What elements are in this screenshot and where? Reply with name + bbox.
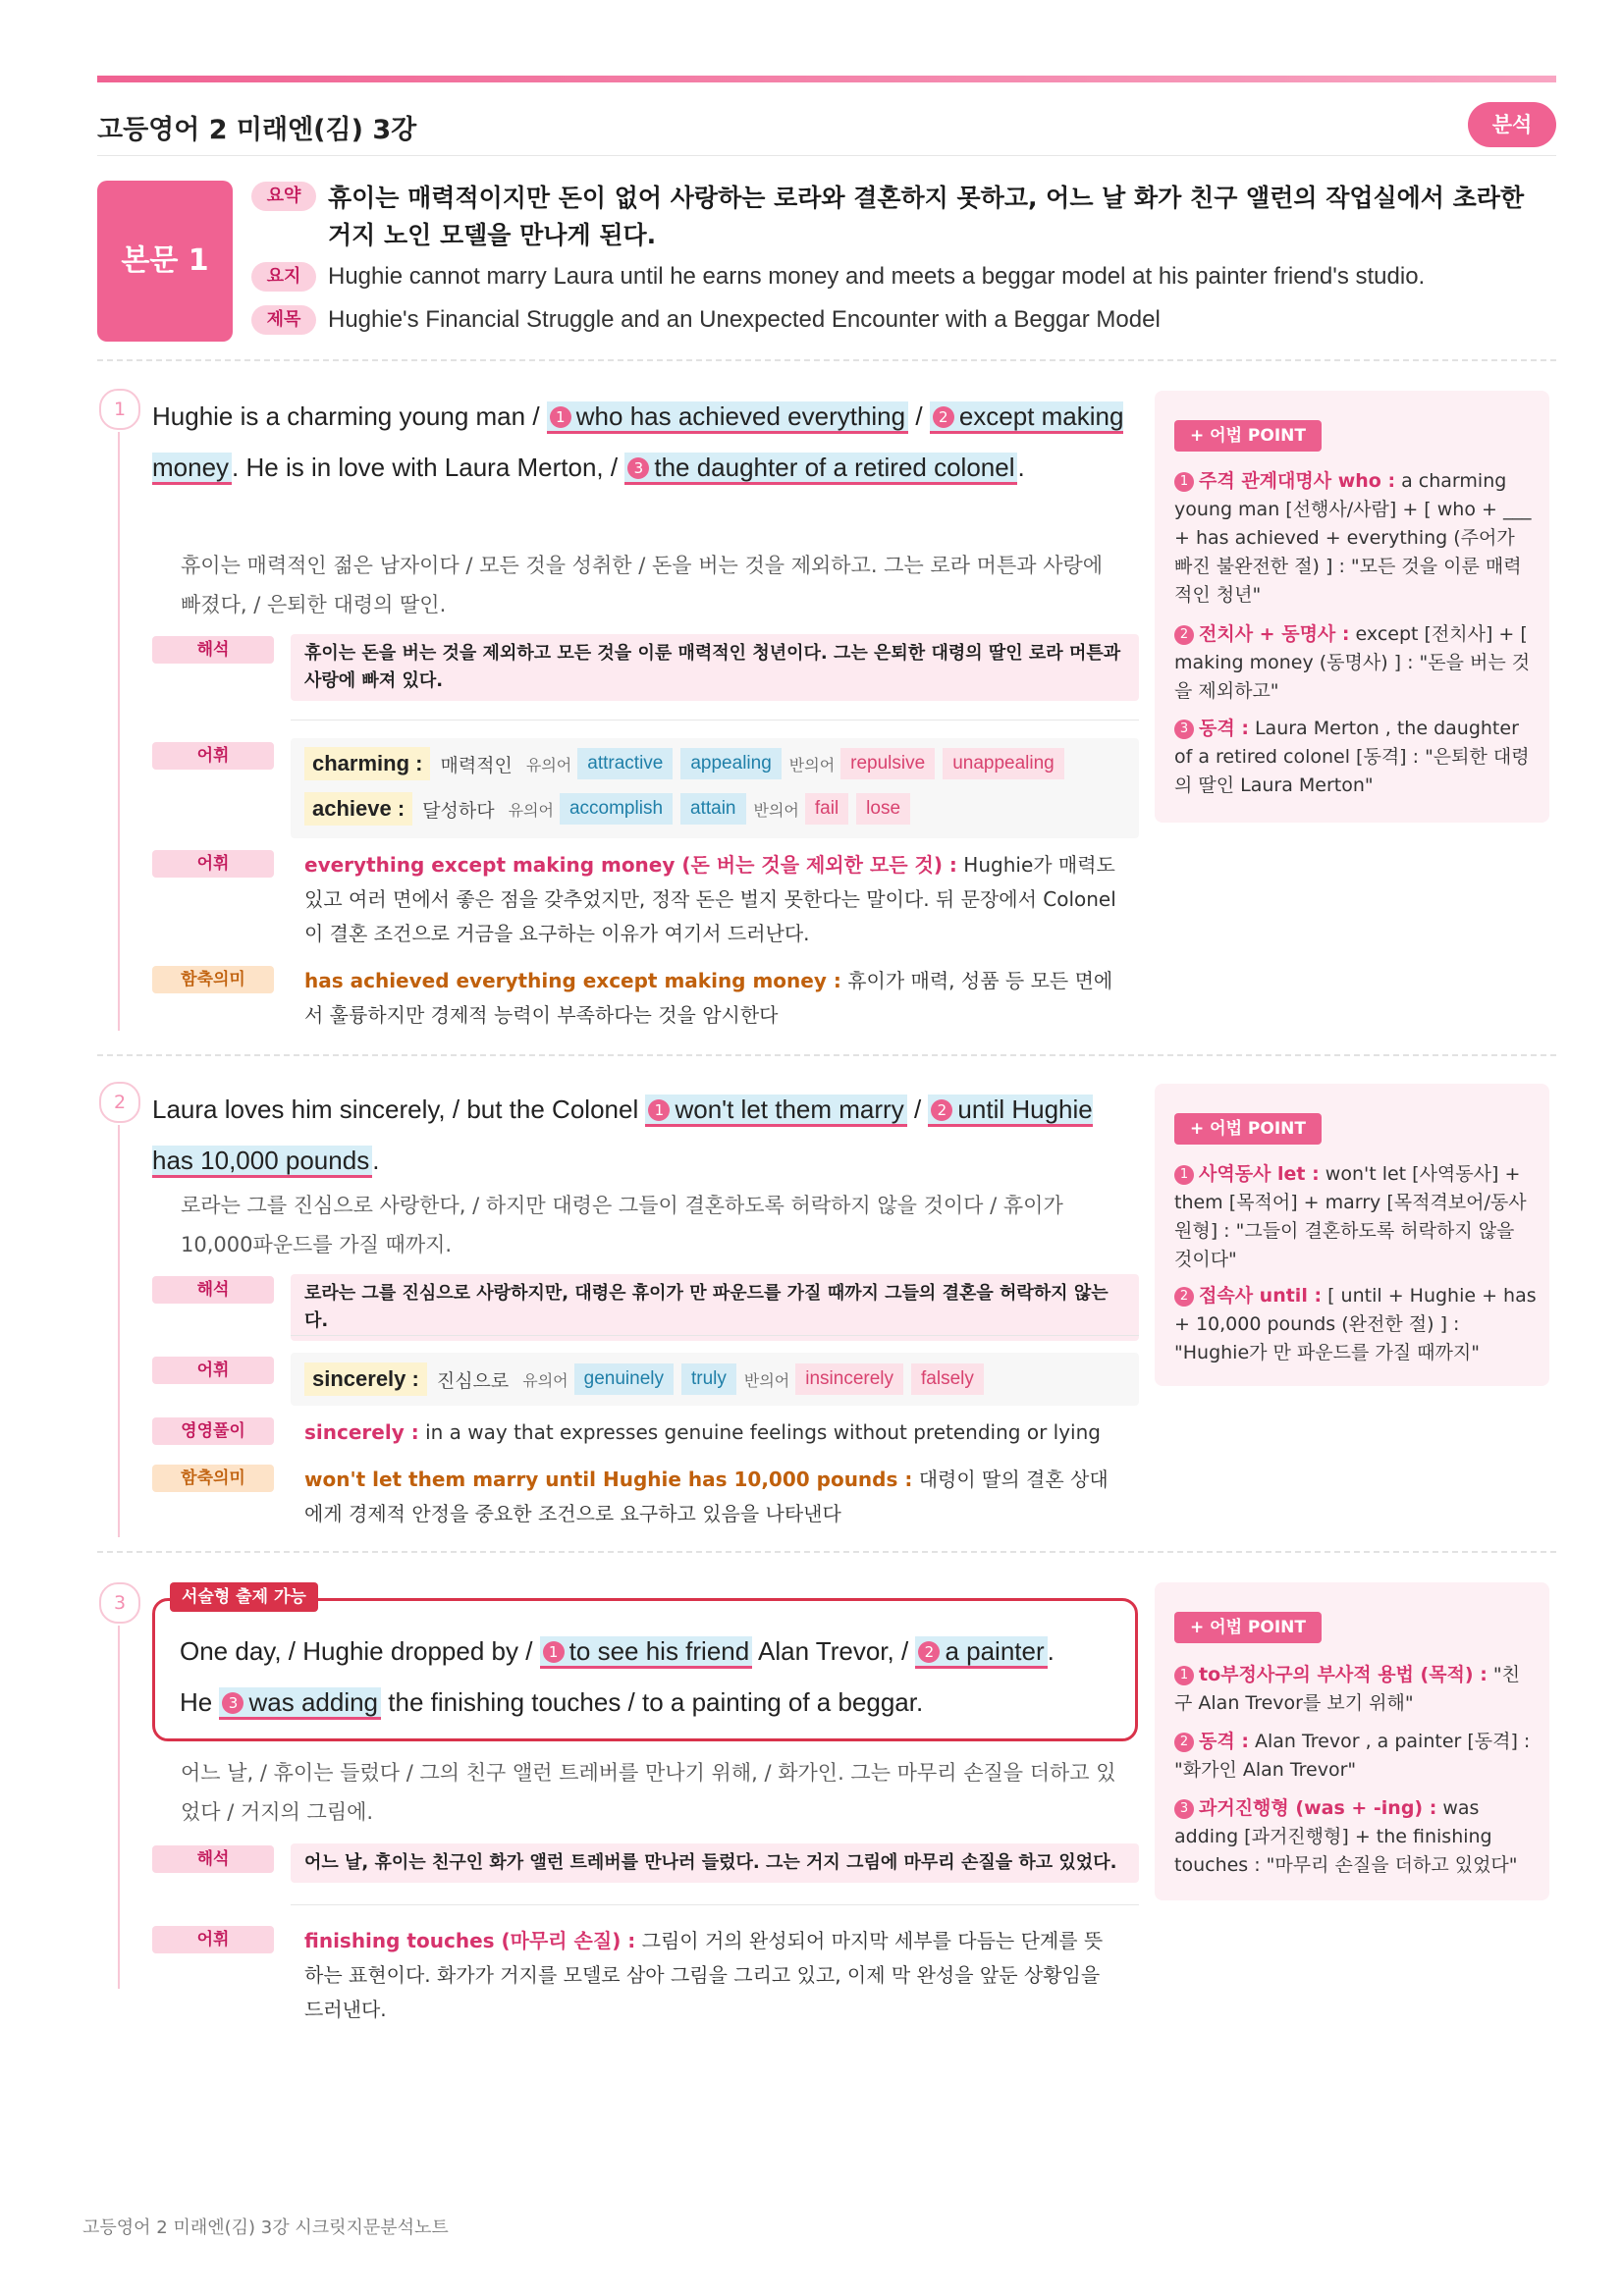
sentence-number: 2 bbox=[99, 1082, 140, 1123]
grammar-point-panel bbox=[1155, 1084, 1549, 1386]
section-line bbox=[118, 1626, 120, 1989]
sentence-1 bbox=[152, 391, 1134, 493]
grammar-body: "친구 Alan Trevor를 보기 위해" bbox=[1174, 1664, 1520, 1714]
synonym-label: 유의어 bbox=[522, 1370, 568, 1390]
divider bbox=[291, 720, 1139, 721]
sentence-text: Laura loves him sincerely, / but the Colonel bbox=[152, 1095, 639, 1124]
header-accent-bar bbox=[97, 76, 1556, 82]
grammar-head: 사역동사 let : bbox=[1199, 1163, 1320, 1185]
highlight-phrase bbox=[624, 453, 1017, 485]
sentence-text: / bbox=[915, 401, 923, 431]
marker-number: 3 bbox=[222, 1692, 243, 1714]
antonym-label: 반의어 bbox=[753, 800, 799, 820]
implied-note bbox=[304, 964, 1119, 1033]
note-key: won't let them marry until Hughie has 10,000 pounds : bbox=[304, 1468, 913, 1491]
phrase-text: was adding bbox=[248, 1687, 379, 1717]
grammar-point-panel bbox=[1155, 391, 1549, 823]
highlight-phrase bbox=[915, 1636, 1047, 1669]
vocab-meaning: 진심으로 bbox=[436, 1369, 510, 1392]
gist-text: Hughie cannot marry Laura until he earns money and meets a beggar model at his painter friend's studio. bbox=[328, 263, 1426, 290]
marker-number: 1 bbox=[550, 406, 571, 428]
note-text: in a way that expresses genuine feelings without pretending or lying bbox=[425, 1420, 1101, 1444]
section-label: 본문 1 bbox=[97, 181, 233, 342]
grammar-body: a charming young man [선행사/사람] + [ who + ___ + has achieved + everything (주어가 빠진 불완전한 절) ] : "모든 것을 이룬 매력적인 청년" bbox=[1174, 470, 1532, 606]
antonym-label: 반의어 bbox=[743, 1370, 790, 1390]
summary-tag: 요약 bbox=[251, 182, 316, 211]
note-key: finishing touches (마무리 손질) : bbox=[304, 1929, 636, 1952]
divider bbox=[291, 1904, 1139, 1905]
sentence-text: Hughie is a charming young man / bbox=[152, 401, 540, 431]
phrase-text: a painter bbox=[945, 1636, 1045, 1666]
sentence-text: . bbox=[1047, 1636, 1055, 1666]
note-text: Hughie가 매력도 있고 여러 면에서 좋은 점을 갖추었지만, 정작 돈은 벌지 못한다는 말이다. 뒤 문장에서 Colonel이 결혼 조건으로 거금을 요구하는 이유가 여기서 드러난다. bbox=[304, 853, 1116, 945]
vocab-row bbox=[304, 789, 918, 828]
grammar-point-item bbox=[1174, 715, 1538, 800]
translation: 어느 날, / 휴이는 들렀다 / 그의 친구 앨런 트레버를 만나기 위해, / 화가인. 그는 마무리 손질을 더하고 있었다 / 거지의 그림에. bbox=[181, 1761, 1116, 1824]
sentence-2 bbox=[152, 1084, 1134, 1186]
implied-tag: 함축의미 bbox=[152, 966, 274, 993]
interpretation: 로라는 그를 진심으로 사랑하지만, 대령은 휴이가 만 파운드를 가질 때까지 그들의 결혼을 허락하지 않는다. bbox=[291, 1274, 1139, 1341]
highlight-phrase bbox=[219, 1687, 381, 1720]
phrase-text: the daughter of a retired colonel bbox=[654, 453, 1015, 482]
vocab-meaning: 매력적인 bbox=[440, 754, 513, 776]
sentence-text: . bbox=[372, 1146, 380, 1175]
note-key: sincerely : bbox=[304, 1420, 419, 1444]
marker-number: 3 bbox=[627, 457, 649, 479]
vocab-tag: 어휘 bbox=[152, 742, 274, 770]
marker-number: 1 bbox=[648, 1099, 670, 1121]
vocab-word: charming : bbox=[304, 747, 430, 780]
antonym: repulsive bbox=[840, 748, 935, 779]
vocab-box bbox=[291, 738, 1139, 838]
vocab-row bbox=[304, 744, 1072, 783]
antonym: fail bbox=[805, 793, 848, 825]
marker-number: 2 bbox=[933, 406, 954, 428]
antonym: lose bbox=[856, 793, 910, 825]
interp-tag: 해석 bbox=[152, 636, 274, 664]
essay-tag: 서술형 출제 가능 bbox=[170, 1582, 318, 1612]
translation: 로라는 그를 진심으로 사랑한다, / 하지만 대령은 그들이 결혼하도록 허락하지 않을 것이다 / 휴이가 10,000파운드를 가질 때까지. bbox=[181, 1194, 1063, 1256]
title-tag: 제목 bbox=[251, 305, 316, 335]
sentence-number: 3 bbox=[99, 1582, 140, 1624]
grammar-point-label: + 어법 POINT bbox=[1174, 1612, 1322, 1643]
sentence-text: Alan Trevor, / bbox=[758, 1636, 909, 1666]
grammar-body: Alan Trevor , a painter [동격] : "화가인 Alan Trevor" bbox=[1174, 1731, 1531, 1781]
marker-number: 3 bbox=[1174, 720, 1194, 739]
gist-tag: 요지 bbox=[251, 262, 316, 292]
grammar-point-item bbox=[1174, 1728, 1538, 1785]
synonym: appealing bbox=[680, 748, 781, 779]
divider bbox=[97, 359, 1556, 361]
sentence-text: / bbox=[913, 1095, 922, 1124]
vocab-word: achieve : bbox=[304, 792, 412, 826]
sentence-3 bbox=[180, 1626, 1122, 1728]
summary-text: 휴이는 매력적이지만 돈이 없어 사랑하는 로라와 결혼하지 못하고, 어느 날 화가 친구 앨런의 작업실에서 초라한 거지 노인 모델을 만나게 된다. bbox=[328, 184, 1525, 249]
grammar-body: [ until + Hughie + has + 10,000 pounds (완전한 절) ] : "Hughie가 만 파운드를 가질 때까지" bbox=[1174, 1285, 1537, 1363]
marker-number: 3 bbox=[1174, 1799, 1194, 1819]
marker-number: 1 bbox=[1174, 472, 1194, 492]
vocab-box bbox=[291, 1353, 1139, 1406]
grammar-point-item bbox=[1174, 1282, 1538, 1367]
synonym: attain bbox=[680, 793, 745, 825]
grammar-body: won't let [사역동사] + them [목적어] + marry [목적격보어/동사원형] : "그들이 결혼하도록 허락하지 않을 것이다" bbox=[1174, 1163, 1527, 1270]
interp-tag: 해석 bbox=[152, 1276, 274, 1304]
marker-number: 2 bbox=[1174, 625, 1194, 645]
synonym-label: 유의어 bbox=[508, 800, 554, 820]
grammar-point-item bbox=[1174, 1794, 1538, 1880]
phrase-text: won't let them marry bbox=[675, 1095, 904, 1124]
synonym: attractive bbox=[577, 748, 673, 779]
page-title: 고등영어 2 미래엔(김) 3강 bbox=[97, 115, 417, 145]
vocab-word: sincerely : bbox=[304, 1362, 427, 1396]
highlight-phrase bbox=[540, 1636, 753, 1669]
grammar-head: 동격 : bbox=[1199, 718, 1249, 739]
vocab-note bbox=[304, 1924, 1119, 2027]
grammar-point-label: + 어법 POINT bbox=[1174, 1113, 1322, 1145]
marker-number: 2 bbox=[1174, 1733, 1194, 1752]
analysis-badge[interactable]: 분석 bbox=[1468, 102, 1556, 147]
grammar-head: 전치사 + 동명사 : bbox=[1199, 623, 1350, 645]
vocab-tag: 어휘 bbox=[152, 850, 274, 878]
section-line bbox=[118, 1125, 120, 1537]
implied-note bbox=[304, 1463, 1119, 1531]
divider bbox=[291, 1335, 1139, 1336]
phrase-text: who has achieved everything bbox=[575, 401, 906, 431]
grammar-point-label: + 어법 POINT bbox=[1174, 420, 1322, 452]
note-key: has achieved everything except making money : bbox=[304, 969, 841, 992]
grammar-head: 접속사 until : bbox=[1199, 1285, 1323, 1307]
phrase-text: except making money bbox=[152, 401, 1124, 482]
divider bbox=[97, 1054, 1556, 1056]
marker-number: 1 bbox=[1174, 1165, 1194, 1185]
vocab-tag: 어휘 bbox=[152, 1926, 274, 1953]
synonym: truly bbox=[681, 1363, 736, 1395]
phrase-text: until Hughie has 10,000 pounds bbox=[152, 1095, 1093, 1175]
implied-tag: 함축의미 bbox=[152, 1465, 274, 1492]
vocab-note bbox=[304, 848, 1119, 951]
grammar-head: 과거진행형 (was + -ing) : bbox=[1199, 1797, 1437, 1819]
header bbox=[97, 102, 1556, 149]
divider bbox=[97, 1551, 1556, 1553]
note-text: 그림이 거의 완성되어 마지막 세부를 다듬는 단계를 뜻하는 표현이다. 화가가 거지를 모델로 삼아 그림을 그리고 있고, 이제 막 완성을 앞둔 상황임을 드러낸다. bbox=[304, 1929, 1104, 2021]
highlight-phrase bbox=[547, 401, 908, 434]
vocab-tag: 어휘 bbox=[152, 1357, 274, 1384]
title-text: Hughie's Financial Struggle and an Unexpected Encounter with a Beggar Model bbox=[328, 306, 1161, 333]
interpretation: 어느 날, 휴이는 친구인 화가 앨런 트레버를 만나러 들렀다. 그는 거지 그림에 마무리 손질을 하고 있었다. bbox=[291, 1843, 1139, 1883]
grammar-point-item bbox=[1174, 1160, 1538, 1274]
interpretation: 휴이는 돈을 버는 것을 제외하고 모든 것을 이룬 매력적인 청년이다. 그는 은퇴한 대령의 딸인 로라 머튼과 사랑에 빠져 있다. bbox=[291, 634, 1139, 701]
vocab-meaning: 달성하다 bbox=[422, 799, 495, 822]
antonym: falsely bbox=[911, 1363, 984, 1395]
sentence-text: He bbox=[180, 1687, 213, 1717]
grammar-body: Laura Merton , the daughter of a retired colonel [동격] : "은퇴한 대령의 딸인 Laura Merton" bbox=[1174, 718, 1530, 796]
marker-number: 2 bbox=[1174, 1287, 1194, 1307]
marker-number: 1 bbox=[543, 1641, 565, 1663]
header-divider bbox=[97, 155, 1556, 156]
note-key: everything except making money (돈 버는 것을 제외한 모든 것) : bbox=[304, 853, 957, 877]
section-line bbox=[118, 432, 120, 1031]
eng-def-note bbox=[304, 1415, 1119, 1450]
synonym-label: 유의어 bbox=[525, 755, 572, 774]
antonym-label: 반의어 bbox=[788, 755, 836, 774]
antonym: unappealing bbox=[943, 748, 1064, 779]
translation: 휴이는 매력적인 젊은 남자이다 / 모든 것을 성취한 / 돈을 버는 것을 제외하고. 그는 로라 머튼과 사랑에 빠졌다, / 은퇴한 대령의 딸인. bbox=[181, 554, 1104, 616]
grammar-head: 주격 관계대명사 who : bbox=[1199, 470, 1396, 492]
grammar-point-item bbox=[1174, 467, 1538, 610]
note-text: 대령이 딸의 결혼 상대에게 경제적 안정을 중요한 조건으로 요구하고 있음을 나타낸다 bbox=[304, 1468, 1109, 1525]
grammar-body: was adding [과거진행형] + the finishing touches : "마무리 손질을 더하고 있었다" bbox=[1174, 1797, 1518, 1876]
grammar-point-panel bbox=[1155, 1582, 1549, 1900]
vocab-row bbox=[304, 1360, 992, 1399]
phrase-text: to see his friend bbox=[568, 1636, 750, 1666]
synonym: accomplish bbox=[560, 793, 673, 825]
note-text: 휴이가 매력, 성품 등 모든 면에서 훌륭하지만 경제적 능력이 부족하다는 것을 암시한다 bbox=[304, 969, 1113, 1027]
highlight-phrase bbox=[645, 1095, 906, 1127]
interp-tag: 해석 bbox=[152, 1845, 274, 1873]
grammar-head: to부정사구의 부사적 용법 (목적) : bbox=[1199, 1664, 1488, 1685]
eng-def-tag: 영영풀이 bbox=[152, 1417, 274, 1445]
synonym: genuinely bbox=[574, 1363, 674, 1395]
sentence-text: the finishing touches / to a painting of a beggar. bbox=[388, 1687, 924, 1717]
antonym: insincerely bbox=[795, 1363, 903, 1395]
sentence-text: . He is in love with Laura Merton, / bbox=[232, 453, 619, 482]
marker-number: 1 bbox=[1174, 1666, 1194, 1685]
marker-number: 2 bbox=[931, 1099, 952, 1121]
grammar-point-item bbox=[1174, 620, 1538, 706]
sentence-text: . bbox=[1017, 453, 1025, 482]
grammar-head: 동격 : bbox=[1199, 1731, 1249, 1752]
marker-number: 2 bbox=[918, 1641, 940, 1663]
sentence-number: 1 bbox=[99, 389, 140, 430]
grammar-body: except [전치사] + [ making money (동명사) ] : "돈을 버는 것을 제외하고" bbox=[1174, 623, 1531, 702]
sentence-text: One day, / Hughie dropped by / bbox=[180, 1636, 533, 1666]
page-footer: 고등영어 2 미래엔(김) 3강 시크릿지문분석노트 bbox=[82, 2217, 449, 2238]
grammar-point-item bbox=[1174, 1661, 1538, 1718]
